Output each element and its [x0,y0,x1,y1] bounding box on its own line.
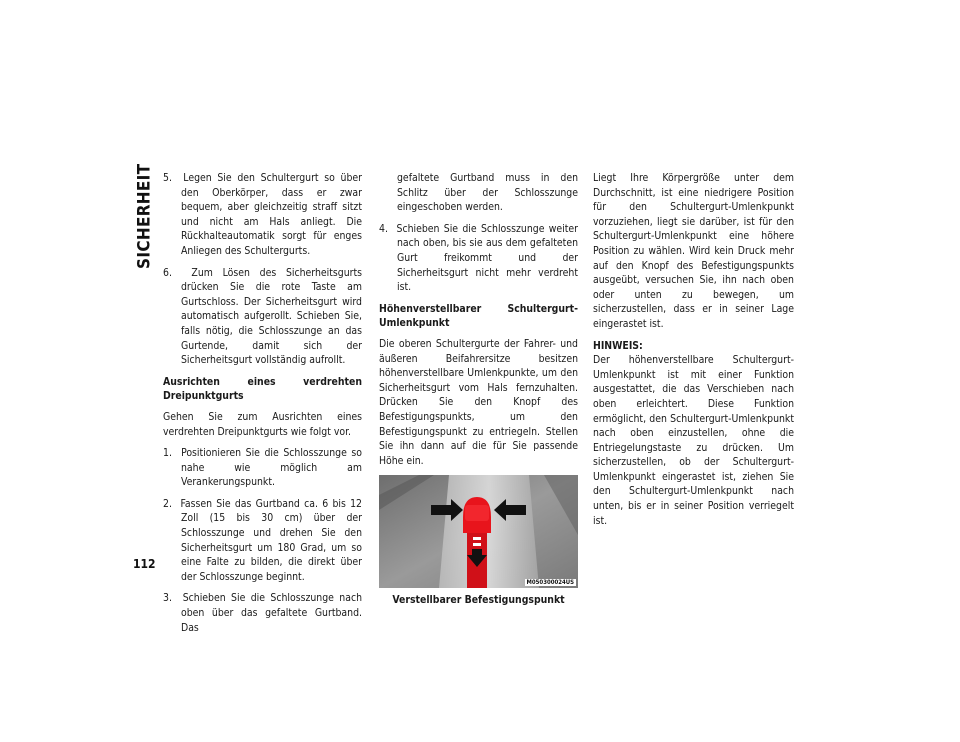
step-3-continued: gefaltete Gurtband muss in den Schlitz über der Schlosszunge eingeschoben werden. [397,172,578,214]
list-text: Legen Sie den Schultergurt so über den Oberkörper, dass er zwar bequem, aber gleichzeitig straff sitzt und nicht am Hals anliegt. Die Rückhalteautomatik sorgt für enges Anliegen des Schultergurts. [181,172,363,257]
list-text: Schieben Sie die Schlosszunge weiter nach oben, bis sie aus dem gefalteten Gurt freikommt und der Sicherheitsgurt nicht mehr verdreht ist. [396,222,578,294]
list-text: Schieben Sie die Schlosszunge nach oben über das gefaltete Gurtband. Das [181,592,363,634]
list-number: 2. [163,497,172,510]
step-3 [163,591,362,635]
step-1 [163,446,362,490]
column-left [163,171,362,642]
figure-caption: Verstellbarer Befestigungspunkt [392,594,565,607]
section-heading: Höhenverstellbarer Schultergurt-Umlenkpunkt [379,302,578,330]
list-number: 5. [163,172,172,184]
step-4 [379,222,578,295]
list-text: Zum Lösen des Sicherheitsgurts drücken Sie die rote Taste am Gurtschloss. Der Sicherheitsgurt wird automatisch aufgerollt. Schieben Sie, falls nötig, die Schlosszunge an das Gurtende, damit sich der Sicherheitsgurt vollständig aufrollt. [181,266,363,367]
page-number: 112 [133,557,156,571]
column-right [593,171,794,528]
height-paragraph: Liegt Ihre Körpergröße unter dem Durchschnitt, ist eine niedrigere Position für den Schultergurt-Umlenkpunkt vorzuziehen, liegt sie darüber, ist für den Schultergurt-Umlenkpunkt eine höhere Position zu wählen. Wird kein Druck mehr auf den Knopf des Befestigungspunkts ausgeübt, versuchen Sie, ihn nach oben oder unten zu bewegen, um sicherzustellen, dass er in seiner Lage eingerastet ist. [593,172,794,330]
step-2 [163,497,362,585]
note-title: HINWEIS: [593,339,643,352]
figure-code: M050300024US [526,579,574,587]
list-number: 3. [163,592,172,605]
section-heading: Ausrichten eines verdrehten Dreipunktgurts [163,375,362,403]
intro-paragraph: Gehen Sie zum Ausrichten eines verdrehten Dreipunktgurts wie folgt vor. [163,410,362,438]
note-text: Der höhenverstellbare Schultergurt-Umlenkpunkt ist mit einer Funktion ausgestattet, die das Verschieben nach oben erleichtert. Diese Funktion ermöglicht, den Schultergurt-Umlenkpunkt nach oben einzustellen, ohne die Entriegelungstaste zu drücken. Um sicherzustellen, ob der Schultergurt-Umlenkpunkt eingerastet ist, ziehen Sie den Schultergurt-Umlenkpunkt nach unten, bis er in seiner Position verriegelt ist. [593,354,794,527]
anchor-illustration [379,475,578,588]
list-item-5 [163,171,362,259]
list-text: Fassen Sie das Gurtband ca. 6 bis 12 Zoll (15 bis 30 cm) über der Schlosszunge und drehen Sie den Sicherheitsgurt um 180 Grad, um so eine Falte zu bilden, die direkt über der Schlosszunge beginnt. [180,497,363,583]
section-title [133,163,157,269]
list-text: Positionieren Sie die Schlosszunge so nahe wie möglich am Verankerungspunkt. [181,447,362,489]
list-number: 1. [163,447,172,460]
list-number: 4. [379,222,388,235]
section-title-text: SICHERHEIT [134,163,155,269]
list-number: 6. [163,266,172,279]
column-middle [379,171,578,608]
anchor-paragraph: Die oberen Schultergurte der Fahrer- und äußeren Beifahrersitze besitzen höhenverstellbare Umlenkpunkte, um den Sicherheitsgurt vom Hals fernzuhalten. Drücken Sie den Knopf des Befestigungspunkts, um den Befestigungspunkt zu entriegeln. Stellen Sie ihn dann auf die für Sie passende Höhe ein. [379,337,578,467]
list-item-6 [163,266,362,368]
anchor-figure [379,475,578,588]
